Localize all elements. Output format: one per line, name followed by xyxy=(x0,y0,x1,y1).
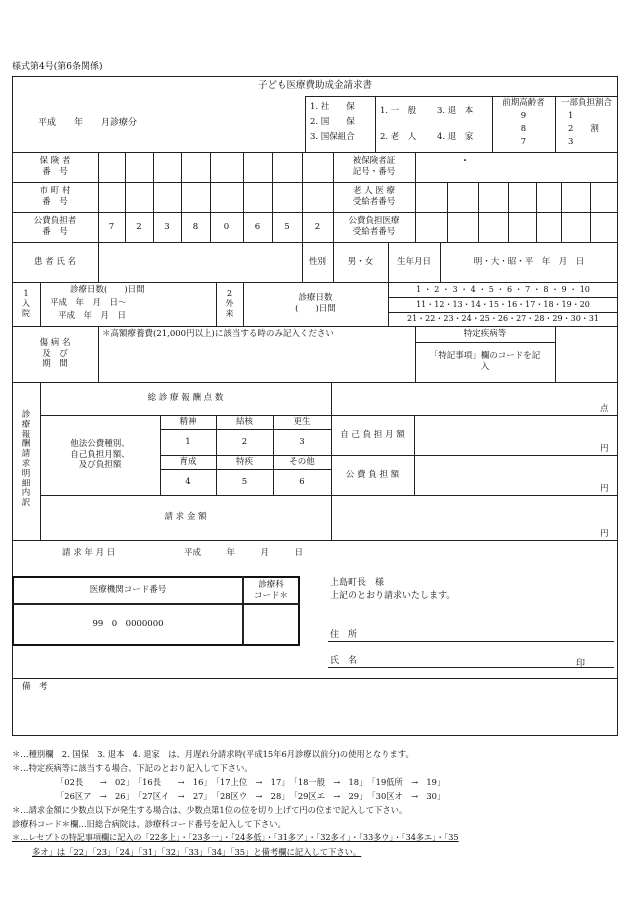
claim-amount-label: 請 求 金 額 xyxy=(164,512,207,523)
claim-detail-side-label-text: 診 療 報 酬 請 求 明 細 内 訳 xyxy=(21,410,31,509)
self-pay-yen: 円 xyxy=(600,444,609,454)
elderly-value-9: 9 xyxy=(520,110,527,121)
public-recipient-label: 公費負担医療 受給者番号 xyxy=(348,216,400,237)
name-line xyxy=(328,667,614,668)
claim-detail-side-label xyxy=(18,390,34,530)
public-payer-digit: 3 xyxy=(164,221,170,232)
elderly-recipient-label: 老 人 医 療 受給者番号 xyxy=(352,186,396,207)
public-types-label: 他法公費種別、 自己負担月額、 及び負担額 xyxy=(70,439,130,471)
public-payer-digit: 5 xyxy=(284,221,290,232)
note-line: ＊…特定疾病等に該当する場合、下記のとおり記入して下さい。 xyxy=(12,763,253,773)
seal-mark: 印 xyxy=(576,659,586,669)
category-name: 育成 xyxy=(179,456,197,467)
note-line: ＊…請求金額に少数点以下が発生する場合は、少数点第1位の位を切り上げて円の位まで記入して下さい。 xyxy=(12,805,408,815)
note-line: ＊…種別欄 2. 国保 3. 退本 4. 退家 は、月遅れ分請求時(平成15年6月診療以前分)の使用となります。 xyxy=(12,749,414,759)
total-points-label: 総 診 療 報 酬 点 数 xyxy=(147,393,224,404)
insurance-type-2: 2. 国 保 xyxy=(310,117,355,127)
visit-days-row-3: 21・22・23・24・25・26・27・28・29・30・31 xyxy=(407,314,599,323)
special-disease-note: 「特記事項」欄のコードを記 入 xyxy=(429,351,541,372)
note-line: 診療科コード＊欄…旧総合病院は、診療科コード番号を記入して下さい。 xyxy=(12,819,286,829)
category-name: 更生 xyxy=(293,416,311,427)
inpatient-label: 1 入 院 xyxy=(22,289,30,318)
public-payer-digit: 7 xyxy=(108,221,115,232)
note-line: 多オ」は「22」「23」「24」「31」「32」「33」「34」「35」と備考欄に記入して下さい。 xyxy=(32,847,362,857)
insured-number-separator: ・ xyxy=(460,155,470,167)
visit-days-row-1: 1 ・ 2 ・ 3 ・ 4 ・ 5 ・ 6 ・ 7 ・ 8 ・ 9 ・ 10 xyxy=(416,284,590,294)
note-line: ＊…レセプトの特記事項欄に記入の「22多上」・「23多一」・「24多低」・「31多ア」・「32多イ」・「33多ウ」・「34多エ」・「35 xyxy=(12,832,459,842)
address-label: 住 所 xyxy=(330,630,358,641)
treatment-month: 平成 年 月診療分 xyxy=(38,118,138,129)
disease-note: ＊高額療養費(21,000円以上)に該当する時のみ記入ください xyxy=(102,329,334,340)
copay-value-3: 3 xyxy=(568,136,574,147)
form-title: 子ども医療費助成金請求書 xyxy=(257,80,372,92)
self-pay-label: 自 己 負 担 月 額 xyxy=(340,429,405,440)
benefit-type-3: 3. 退 本 xyxy=(437,106,474,116)
category-code: 3 xyxy=(299,436,305,447)
note-line: 「02長 → 02」 「16長 → 16」 「17上位 → 17」 「18一般 → 18」 「19低所 → 19」 xyxy=(56,777,446,787)
birth-date-label: 生年月日 xyxy=(396,256,431,267)
institution-code-value: 99 0 0000000 xyxy=(92,619,164,630)
inpatient-end-date: 平成 年 月 日 xyxy=(58,310,127,321)
municipality-number-label: 市 町 村 番 号 xyxy=(39,186,71,207)
form-number: 様式第4号(第6条関係) xyxy=(12,62,103,73)
inpatient-days: 診療日数( )日間 xyxy=(70,284,145,295)
request-statement: 上記のとおり請求いたします。 xyxy=(330,591,456,602)
public-payer-digit: 0 xyxy=(223,221,230,232)
category-code: 1 xyxy=(185,436,191,447)
public-payer-label: 公費負担者 番 号 xyxy=(33,216,77,237)
outpatient-label: 2 外 来 xyxy=(225,289,234,318)
address-line xyxy=(328,641,614,642)
name-label: 氏 名 xyxy=(330,656,358,667)
copay-value-2: 2 割 xyxy=(568,123,599,134)
category-name: 結核 xyxy=(235,416,253,427)
department-code-label: 診療科 コード＊ xyxy=(253,579,288,601)
note-line: 「26区ア → 26」 「27区イ → 27」 「28区ウ → 28」 「29区エ → 29」 「30区オ → 30」 xyxy=(56,791,446,801)
inpatient-start-date: 平成 年 月 日〜 xyxy=(50,297,127,308)
category-code: 4 xyxy=(185,476,191,487)
public-payer-digit: 6 xyxy=(254,221,261,232)
insured-number-label: 被保険者証 記号・番号 xyxy=(352,156,396,177)
addressee: 上島町長 様 xyxy=(330,578,385,589)
patient-name-label: 患 者 氏 名 xyxy=(33,256,77,267)
elderly-label: 前期高齢者 xyxy=(502,97,545,108)
public-payer-digit: 2 xyxy=(136,221,142,232)
special-disease-label: 特定疾病等 xyxy=(463,329,507,340)
category-name: その他 xyxy=(289,456,315,467)
visit-days-row-2: 11・12・13・14・15・16・17・18・19・20 xyxy=(416,299,590,309)
insurance-type-3: 3. 国保組合 xyxy=(310,132,355,142)
disease-label: 傷 病 名 及 び 期 間 xyxy=(39,338,71,370)
elderly-value-8: 8 xyxy=(520,123,527,134)
category-code: 6 xyxy=(299,476,305,487)
copay-label: 一部負担割合 xyxy=(560,97,612,108)
category-code: 5 xyxy=(241,476,248,487)
remarks-label: 備 考 xyxy=(22,681,48,692)
claim-amount-yen: 円 xyxy=(600,529,609,539)
category-name: 精神 xyxy=(179,416,197,427)
sex-label: 性別 xyxy=(308,256,326,267)
benefit-type-2: 2. 老 人 xyxy=(380,132,417,142)
public-payer-digit: 8 xyxy=(192,221,199,232)
points-unit: 点 xyxy=(600,404,609,414)
category-name: 特疾 xyxy=(235,456,253,467)
insurer-number-label: 保 険 者 番 号 xyxy=(39,156,71,177)
sex-value: 男・女 xyxy=(347,256,374,267)
claim-date-label: 請 求 年 月 日 xyxy=(62,547,116,558)
elderly-value-7: 7 xyxy=(520,136,527,147)
category-code: 2 xyxy=(241,436,248,447)
public-amount-label: 公 費 負 担 額 xyxy=(345,469,400,480)
outpatient-days: 診療日数 ( )日間 xyxy=(295,293,336,314)
insurance-type-1: 1. 社 保 xyxy=(310,102,355,112)
birth-date-value: 明・大・昭・平 年 月 日 xyxy=(473,256,585,267)
benefit-type-1: 1. 一 般 xyxy=(380,106,417,116)
copay-value-1: 1 xyxy=(568,110,574,121)
claim-date-value: 平成 年 月 日 xyxy=(184,547,304,558)
benefit-type-4: 4. 退 家 xyxy=(437,132,474,142)
public-amount-yen: 円 xyxy=(600,484,609,494)
institution-code-label: 医療機関コード番号 xyxy=(89,585,167,596)
public-payer-digit: 2 xyxy=(314,221,321,232)
